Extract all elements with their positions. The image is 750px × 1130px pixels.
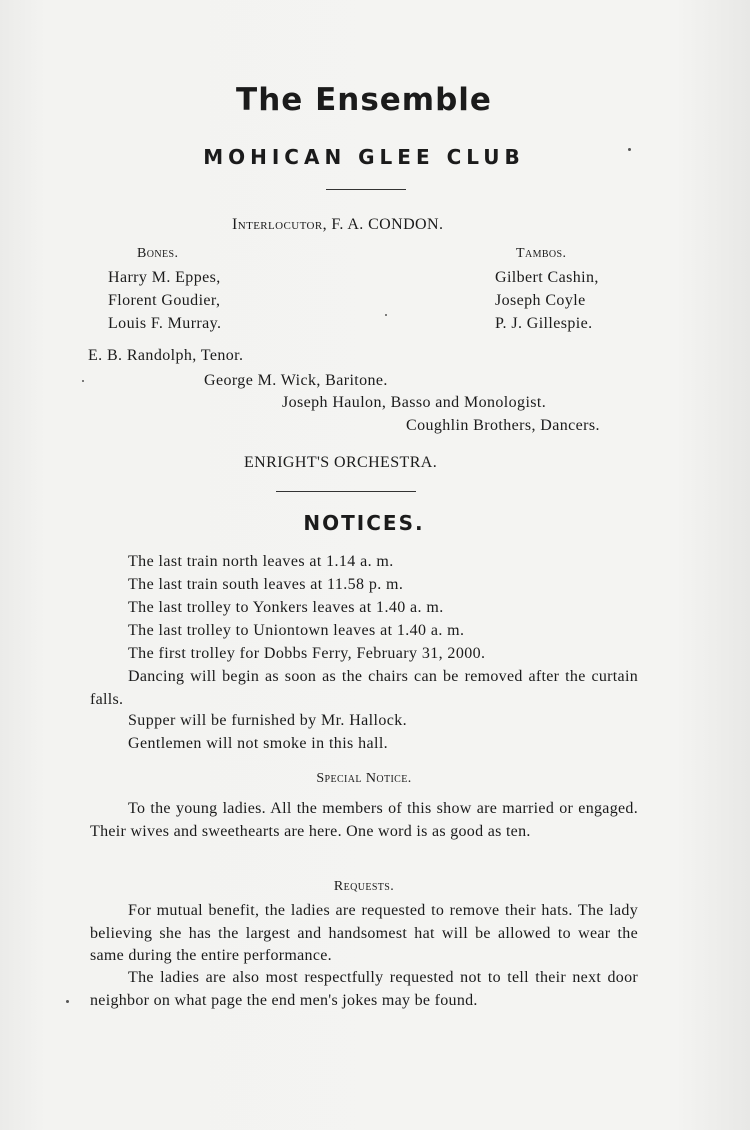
soloist-line: Joseph Haulon, Basso and Monologist. [282,394,547,411]
orchestra-line: ENRIGHT'S ORCHESTRA. [244,454,438,471]
interlocutor-line [232,213,443,236]
supper-notice: Supper will be furnished by Mr. Hallock. [128,712,408,729]
requests-text: For mutual benefit, the ladies are requested to remove their hats. The lady believing she has the largest and handsomest hat will be allowed to wear the same during the entire performance. [90,902,638,964]
tambos-heading: Tambos. [516,246,567,261]
notice-line: The last train north leaves at 1.14 a. m. [128,553,394,570]
soloist-line: E. B. Randolph, Tenor. [88,347,244,364]
bones-heading: Bones. [137,246,179,261]
tambos-member: Joseph Coyle [495,292,586,309]
smoke-notice: Gentlemen will not smoke in this hall. [128,735,389,752]
notices-heading: NOTICES. [303,511,425,535]
page-title: The Ensemble [236,82,492,118]
notice-line: The last trolley to Yonkers leaves at 1.40 a. m. [128,599,444,616]
tambos-member: Gilbert Cashin, [495,269,599,286]
divider-rule [276,491,416,492]
tambos-member: P. J. Gillespie. [495,315,593,332]
divider-rule [326,189,406,190]
special-notice-heading: Special Notice. [316,771,412,786]
soloist-line: George M. Wick, Baritone. [204,372,388,389]
bones-member: Florent Goudier, [108,292,221,309]
notice-line: The last trolley to Uniontown leaves at 1.40 a. m. [128,622,465,639]
paper-speck [628,148,631,151]
paper-speck [82,380,84,382]
soloist-line: Coughlin Brothers, Dancers. [406,417,600,434]
bones-member: Louis F. Murray. [108,315,222,332]
page-subtitle: MOHICAN GLEE CLUB [203,145,525,169]
notice-line: The first trolley for Dobbs Ferry, February 31, 2000. [128,645,486,662]
interlocutor-label: Interlocutor, [232,216,327,233]
dancing-notice: Dancing will begin as soon as the chairs can be removed after the curtain falls. [90,668,638,708]
interlocutor-name: F. A. CONDON. [331,216,444,233]
requests-text: The ladies are also most respectfully requested not to tell their next door neighbor on what page the end men's jokes may be found. [90,969,638,1009]
paper-speck [385,314,387,316]
bones-member: Harry M. Eppes, [108,269,221,286]
special-notice-text: To the young ladies. All the members of this show are married or engaged. Their wives and sweethearts are here. One word is as good as ten. [90,800,638,840]
requests-heading: Requests. [333,879,395,894]
notice-line: The last train south leaves at 11.58 p. m. [128,576,404,593]
paper-speck [66,1000,69,1003]
